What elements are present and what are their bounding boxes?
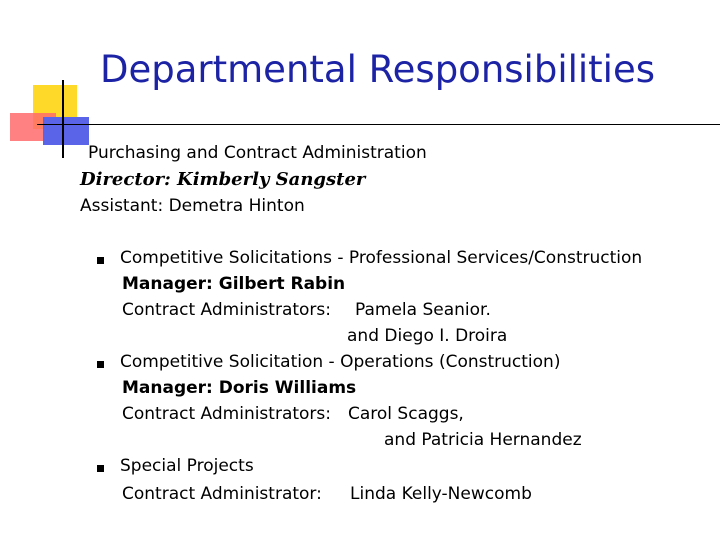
slide-title: Departmental Responsibilities: [100, 48, 655, 91]
bullet-square-icon: [97, 361, 104, 368]
decor-vertical-line: [62, 80, 64, 158]
director-line: Director: Kimberly Sangster: [80, 169, 366, 190]
department-name: Purchasing and Contract Administration: [88, 143, 427, 163]
section-heading: Competitive Solicitations - Professional Services/Construction: [120, 248, 643, 268]
bullet-square-icon: [97, 465, 104, 472]
decor-blue-bar: [43, 117, 89, 145]
section-manager: Manager: Gilbert Rabin: [122, 274, 346, 294]
section-heading: Competitive Solicitation - Operations (Construction): [120, 352, 561, 372]
section-admins-line2: and Diego I. Droira: [347, 326, 508, 346]
bullet-square-icon: [97, 257, 104, 264]
title-underline: [37, 124, 720, 125]
section-admins-label: Contract Administrators:: [122, 300, 332, 320]
section-admins-line1: Carol Scaggs,: [348, 404, 464, 424]
section-admins-label: Contract Administrator:: [122, 484, 322, 504]
assistant-line: Assistant: Demetra Hinton: [80, 196, 305, 216]
section-admins-label: Contract Administrators:: [122, 404, 332, 424]
section-admins-line1: Pamela Seanior.: [355, 300, 491, 320]
section-admins-line2: and Patricia Hernandez: [384, 430, 582, 450]
section-heading: Special Projects: [120, 456, 254, 476]
section-manager: Manager: Doris Williams: [122, 378, 357, 398]
section-admins-line1: Linda Kelly-Newcomb: [350, 484, 532, 504]
